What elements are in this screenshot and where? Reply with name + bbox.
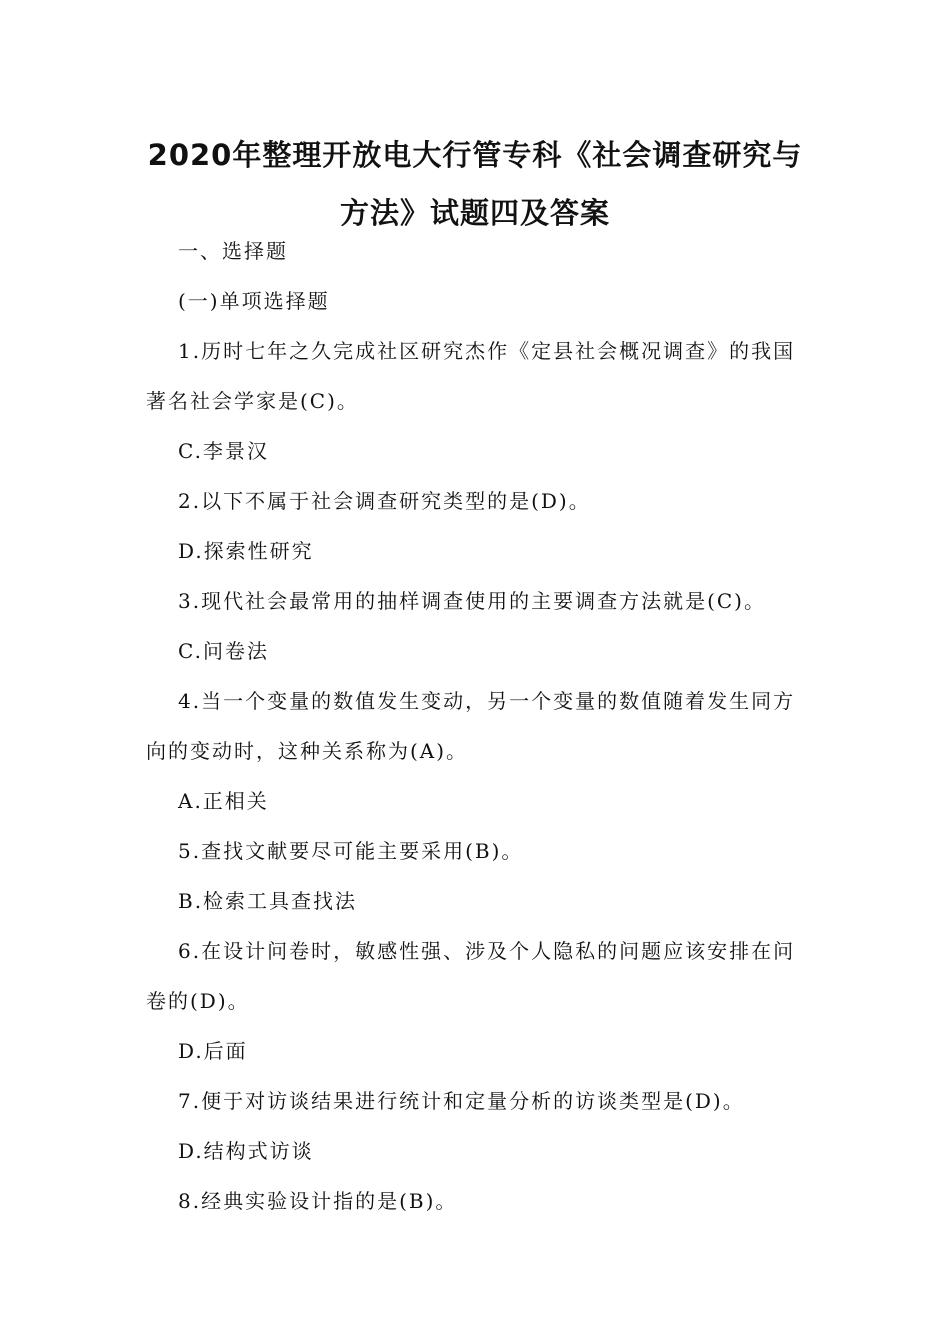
answer-7: D.结构式访谈 xyxy=(178,1139,314,1163)
document-title: 2020年整理开放电大行管专科《社会调查研究与方法》试题四及答案 xyxy=(147,138,803,230)
question-6: 6.在设计问卷时，敏感性强、涉及个人隐私的问题应该安排在问卷的(D)。 xyxy=(146,939,796,1013)
question-5: 5.查找文献要尽可能主要采用(B)。 xyxy=(178,839,524,863)
question-7: 7.便于对访谈结果进行统计和定量分析的访谈类型是(D)。 xyxy=(178,1089,745,1113)
subsection-heading: (一)单项选择题 xyxy=(178,289,330,313)
section-heading: 一、选择题 xyxy=(178,239,288,263)
answer-5: B.检索工具查找法 xyxy=(178,889,358,913)
answer-3: C.问卷法 xyxy=(178,639,269,663)
answer-4: A.正相关 xyxy=(178,789,269,813)
question-2: 2.以下不属于社会调查研究类型的是(D)。 xyxy=(178,489,591,513)
question-3: 3.现代社会最常用的抽样调查使用的主要调查方法就是(C)。 xyxy=(178,589,766,613)
question-8: 8.经典实验设计指的是(B)。 xyxy=(178,1189,458,1213)
question-1: 1.历时七年之久完成社区研究杰作《定县社会概况调查》的我国著名社会学家是(C)。 xyxy=(146,339,796,413)
answer-1: C.李景汉 xyxy=(178,439,269,463)
answer-6: D.后面 xyxy=(178,1039,248,1063)
question-4: 4.当一个变量的数值发生变动，另一个变量的数值随着发生同方向的变动时，这种关系称为(A)。 xyxy=(146,689,796,763)
answer-2: D.探索性研究 xyxy=(178,539,314,563)
